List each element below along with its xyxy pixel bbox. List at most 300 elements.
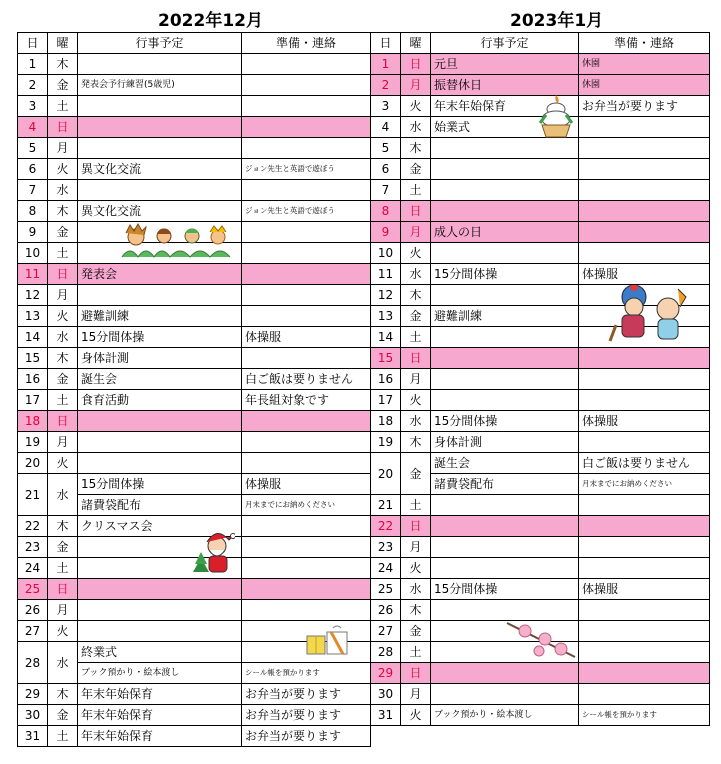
prep-cell (579, 495, 710, 516)
calendar-row (18, 684, 371, 705)
event-cell: 避難訓練 (431, 306, 579, 327)
weekday-cell: 火 (401, 705, 431, 726)
santa-illustration (183, 528, 235, 576)
prep-cell (579, 600, 710, 621)
weekday-cell: 日 (401, 201, 431, 222)
day-cell: 21 (18, 474, 48, 516)
weekday-cell: 金 (48, 222, 78, 243)
weekday-cell: 金 (401, 621, 431, 642)
calendar-row (18, 726, 371, 747)
calendar-row (18, 411, 371, 432)
event-cell (431, 201, 579, 222)
event-cell: 異文化交流 (78, 201, 242, 222)
event-cell: 誕生会 (78, 369, 242, 390)
prep-cell: 月末までにお納めください (242, 495, 371, 516)
event-cell (431, 369, 579, 390)
weekday-cell: 木 (48, 201, 78, 222)
event-cell (431, 180, 579, 201)
day-cell: 23 (18, 537, 48, 558)
day-cell: 3 (371, 96, 401, 117)
weekday-cell: 水 (48, 474, 78, 516)
weekday-cell: 金 (48, 369, 78, 390)
prep-cell: お弁当が要ります (242, 684, 371, 705)
day-cell: 29 (18, 684, 48, 705)
day-cell: 1 (18, 54, 48, 75)
day-cell: 24 (371, 558, 401, 579)
prep-cell (579, 432, 710, 453)
prep-cell: お弁当が要ります (242, 726, 371, 747)
weekday-cell: 木 (48, 684, 78, 705)
calendar-row (18, 390, 371, 411)
weekday-cell: 日 (48, 117, 78, 138)
weekday-cell: 木 (48, 54, 78, 75)
weekday-cell: 水 (401, 579, 431, 600)
event-cell: 食育活動 (78, 390, 242, 411)
calendar-row (18, 96, 371, 117)
day-cell: 27 (18, 621, 48, 642)
calendar-row (371, 453, 710, 474)
event-cell (431, 243, 579, 264)
prep-cell (242, 516, 371, 537)
calendar-row (18, 432, 371, 453)
day-cell: 10 (18, 243, 48, 264)
calendar-row (18, 285, 371, 306)
prep-cell: 年長組対象です (242, 390, 371, 411)
event-cell (78, 579, 242, 600)
calendar-row (371, 537, 710, 558)
event-cell: 年末年始保育 (431, 96, 579, 117)
calendar-row (18, 138, 371, 159)
prep-cell: 体操服 (242, 474, 371, 495)
weekday-cell: 日 (401, 663, 431, 684)
weekday-cell: 土 (48, 726, 78, 747)
day-cell: 15 (371, 348, 401, 369)
calendar-row (371, 243, 710, 264)
weekday-cell: 水 (48, 642, 78, 684)
day-cell: 11 (18, 264, 48, 285)
weekday-cell: 月 (48, 432, 78, 453)
weekday-cell: 日 (401, 516, 431, 537)
prep-cell (579, 243, 710, 264)
prep-cell: 体操服 (579, 264, 710, 285)
prep-cell (242, 96, 371, 117)
event-cell: 異文化交流 (78, 159, 242, 180)
weekday-cell: 月 (401, 75, 431, 96)
day-cell: 18 (18, 411, 48, 432)
weekday-cell: 水 (401, 411, 431, 432)
calendar-row (371, 222, 710, 243)
weekday-cell: 火 (48, 621, 78, 642)
weekday-cell: 土 (48, 390, 78, 411)
day-cell: 29 (371, 663, 401, 684)
day-cell: 26 (18, 600, 48, 621)
day-cell: 18 (371, 411, 401, 432)
weekday-cell: 月 (401, 684, 431, 705)
event-cell (431, 516, 579, 537)
event-cell: 15分間体操 (78, 327, 242, 348)
prep-cell: ジョン先生と英語で遊ぼう (242, 201, 371, 222)
plum-blossom-illustration (505, 617, 581, 663)
calendar-row (371, 411, 710, 432)
weekday-cell: 日 (48, 264, 78, 285)
calendar-row (18, 705, 371, 726)
day-cell: 22 (371, 516, 401, 537)
weekday-cell: 木 (48, 348, 78, 369)
prep-cell (242, 180, 371, 201)
day-cell: 21 (371, 495, 401, 516)
calendar-row (371, 432, 710, 453)
prep-cell: 休園 (579, 54, 710, 75)
weekday-cell: 日 (401, 348, 431, 369)
day-cell: 3 (18, 96, 48, 117)
prep-cell (242, 75, 371, 96)
event-cell (78, 138, 242, 159)
event-cell (78, 285, 242, 306)
weekday-cell: 月 (401, 369, 431, 390)
weekday-cell: 木 (401, 432, 431, 453)
weekday-cell: 火 (48, 453, 78, 474)
prep-cell: 体操服 (579, 411, 710, 432)
day-cell: 25 (18, 579, 48, 600)
day-cell: 2 (371, 75, 401, 96)
prep-cell (579, 159, 710, 180)
prep-cell (579, 369, 710, 390)
prep-cell (579, 138, 710, 159)
event-cell (431, 663, 579, 684)
day-cell: 6 (371, 159, 401, 180)
prep-cell (242, 537, 371, 558)
event-cell: 15分間体操 (78, 474, 242, 495)
weekday-cell: 水 (401, 117, 431, 138)
prep-cell (579, 558, 710, 579)
weekday-cell: 水 (48, 180, 78, 201)
event-cell: 始業式 (431, 117, 579, 138)
calendar-row (18, 579, 371, 600)
header-weekday: 曜 (401, 33, 431, 54)
event-cell: 発表会予行練習(5歳児) (78, 75, 242, 96)
day-cell: 4 (18, 117, 48, 138)
prep-cell: 白ご飯は要りません (579, 453, 710, 474)
day-cell: 13 (371, 306, 401, 327)
prep-cell: 休園 (579, 75, 710, 96)
event-cell: 15分間体操 (431, 264, 579, 285)
day-cell: 22 (18, 516, 48, 537)
prep-cell (242, 432, 371, 453)
weekday-cell: 木 (48, 516, 78, 537)
calendar-row (18, 369, 371, 390)
day-cell: 17 (18, 390, 48, 411)
prep-cell (579, 390, 710, 411)
day-cell: 25 (371, 579, 401, 600)
event-cell (431, 348, 579, 369)
day-cell: 11 (371, 264, 401, 285)
table-header-row (18, 33, 371, 54)
prep-cell (242, 285, 371, 306)
prep-cell (579, 516, 710, 537)
calendar-row (371, 684, 710, 705)
day-cell: 14 (371, 327, 401, 348)
prep-cell: お弁当が要ります (579, 96, 710, 117)
day-cell: 4 (371, 117, 401, 138)
weekday-cell: 日 (48, 579, 78, 600)
event-cell (431, 495, 579, 516)
weekday-cell: 金 (48, 705, 78, 726)
prep-cell: 月末までにお納めください (579, 474, 710, 495)
event-cell (78, 432, 242, 453)
gifts-illustration (303, 624, 353, 658)
calendar-row (18, 348, 371, 369)
weekday-cell: 土 (401, 642, 431, 663)
day-cell: 30 (371, 684, 401, 705)
weekday-cell: 金 (401, 453, 431, 495)
event-cell: 諸費袋配布 (431, 474, 579, 495)
weekday-cell: 土 (401, 327, 431, 348)
event-cell: 終業式 (78, 642, 242, 663)
calendar-row (371, 138, 710, 159)
calendar-row (18, 54, 371, 75)
prep-cell: シール帳を預かります (579, 705, 710, 726)
event-cell: 年末年始保育 (78, 726, 242, 747)
day-cell: 20 (18, 453, 48, 474)
event-cell (78, 117, 242, 138)
calendar-row (371, 180, 710, 201)
weekday-cell: 水 (48, 327, 78, 348)
day-cell: 30 (18, 705, 48, 726)
event-cell: 諸費袋配布 (78, 495, 242, 516)
prep-cell (579, 684, 710, 705)
day-cell: 1 (371, 54, 401, 75)
event-cell (78, 54, 242, 75)
event-cell (78, 600, 242, 621)
weekday-cell: 日 (401, 54, 431, 75)
prep-cell (579, 222, 710, 243)
calendar-row (18, 264, 371, 285)
day-cell: 8 (18, 201, 48, 222)
event-cell (431, 159, 579, 180)
day-cell: 27 (371, 621, 401, 642)
calendar-row (18, 327, 371, 348)
weekday-cell: 火 (401, 390, 431, 411)
calendar-row (18, 600, 371, 621)
calendar-row (18, 75, 371, 96)
weekday-cell: 月 (48, 600, 78, 621)
day-cell: 8 (371, 201, 401, 222)
event-cell (431, 684, 579, 705)
event-cell (431, 537, 579, 558)
prep-cell (242, 600, 371, 621)
weekday-cell: 土 (401, 180, 431, 201)
prep-cell (242, 243, 371, 264)
mochi-illustration (536, 93, 576, 139)
day-cell: 12 (18, 285, 48, 306)
event-cell: 15分間体操 (431, 411, 579, 432)
event-cell: ブック預かり・絵本渡し (431, 705, 579, 726)
prep-cell (579, 537, 710, 558)
event-cell: 元旦 (431, 54, 579, 75)
header-prep: 準備・連絡 (579, 33, 710, 54)
weekday-cell: 月 (48, 138, 78, 159)
prep-cell (579, 117, 710, 138)
header-event: 行事予定 (78, 33, 242, 54)
day-cell: 5 (18, 138, 48, 159)
prep-cell: 体操服 (579, 579, 710, 600)
calendar-row (18, 306, 371, 327)
prep-cell: 白ご飯は要りません (242, 369, 371, 390)
event-cell (431, 327, 579, 348)
calendar-row (371, 516, 710, 537)
calendar-row (371, 390, 710, 411)
day-cell: 16 (371, 369, 401, 390)
day-cell: 9 (371, 222, 401, 243)
prep-cell (242, 453, 371, 474)
prep-cell (242, 138, 371, 159)
prep-cell (242, 222, 371, 243)
event-cell (78, 180, 242, 201)
day-cell: 7 (18, 180, 48, 201)
weekday-cell: 月 (401, 222, 431, 243)
event-cell: 誕生会 (431, 453, 579, 474)
header-weekday: 曜 (48, 33, 78, 54)
table-header-row (371, 33, 710, 54)
day-cell: 13 (18, 306, 48, 327)
weekday-cell: 月 (401, 537, 431, 558)
calendar-row (18, 180, 371, 201)
event-cell: 身体計測 (431, 432, 579, 453)
day-cell: 6 (18, 159, 48, 180)
day-cell: 15 (18, 348, 48, 369)
calendar-row (371, 348, 710, 369)
day-cell: 19 (371, 432, 401, 453)
event-cell: 避難訓練 (78, 306, 242, 327)
day-cell: 5 (371, 138, 401, 159)
calendar-row (371, 201, 710, 222)
day-cell: 9 (18, 222, 48, 243)
event-cell: 振替休日 (431, 75, 579, 96)
weekday-cell: 水 (401, 264, 431, 285)
event-cell (431, 390, 579, 411)
day-cell: 26 (371, 600, 401, 621)
prep-cell: シール帳を預かります (242, 663, 371, 684)
calendar-row (371, 663, 710, 684)
prep-cell (242, 54, 371, 75)
header-event: 行事予定 (431, 33, 579, 54)
calendar-row (18, 474, 371, 495)
january-title: 2023年1月 (510, 11, 604, 31)
event-cell: 発表会 (78, 264, 242, 285)
day-cell: 19 (18, 432, 48, 453)
prep-cell (579, 642, 710, 663)
weekday-cell: 土 (48, 243, 78, 264)
calendar-row (18, 159, 371, 180)
day-cell: 10 (371, 243, 401, 264)
calendar-row (371, 705, 710, 726)
weekday-cell: 土 (48, 558, 78, 579)
weekday-cell: 金 (401, 159, 431, 180)
calendar-row (18, 201, 371, 222)
weekday-cell: 火 (401, 558, 431, 579)
prep-cell (242, 117, 371, 138)
prep-cell (242, 348, 371, 369)
prep-cell (579, 621, 710, 642)
weekday-cell: 火 (48, 306, 78, 327)
day-cell: 31 (371, 705, 401, 726)
prep-cell (242, 579, 371, 600)
calendar-row (371, 264, 710, 285)
calendar-row (18, 453, 371, 474)
prep-cell (579, 180, 710, 201)
event-cell (431, 285, 579, 306)
event-cell: 身体計測 (78, 348, 242, 369)
weekday-cell: 日 (48, 411, 78, 432)
day-cell: 28 (18, 642, 48, 684)
day-cell: 7 (371, 180, 401, 201)
day-cell: 20 (371, 453, 401, 495)
calendar-row (371, 579, 710, 600)
prep-cell (242, 558, 371, 579)
december-title: 2022年12月 (158, 11, 263, 31)
header-prep: 準備・連絡 (242, 33, 371, 54)
header-day: 日 (18, 33, 48, 54)
day-cell: 23 (371, 537, 401, 558)
prep-cell (579, 348, 710, 369)
day-cell: 12 (371, 285, 401, 306)
day-cell: 17 (371, 390, 401, 411)
prep-cell (579, 201, 710, 222)
event-cell: ブック預かり・絵本渡し (78, 663, 242, 684)
prep-cell: 体操服 (242, 327, 371, 348)
calendar-row (371, 495, 710, 516)
weekday-cell: 金 (48, 75, 78, 96)
children-illustration (120, 223, 238, 259)
weekday-cell: 木 (401, 600, 431, 621)
event-cell (78, 411, 242, 432)
event-cell: 年末年始保育 (78, 705, 242, 726)
day-cell: 2 (18, 75, 48, 96)
prep-cell: ジョン先生と英語で遊ぼう (242, 159, 371, 180)
day-cell: 31 (18, 726, 48, 747)
weekday-cell: 木 (401, 138, 431, 159)
weekday-cell: 火 (48, 159, 78, 180)
weekday-cell: 木 (401, 285, 431, 306)
weekday-cell: 月 (48, 285, 78, 306)
prep-cell (242, 411, 371, 432)
event-cell (78, 453, 242, 474)
weekday-cell: 火 (401, 243, 431, 264)
weekday-cell: 土 (401, 495, 431, 516)
event-cell (78, 621, 242, 642)
calendar-row (371, 159, 710, 180)
prep-cell: お弁当が要ります (242, 705, 371, 726)
day-cell: 24 (18, 558, 48, 579)
event-cell: 年末年始保育 (78, 684, 242, 705)
weekday-cell: 火 (401, 96, 431, 117)
header-day: 日 (371, 33, 401, 54)
prep-cell (579, 663, 710, 684)
prep-cell (242, 306, 371, 327)
event-cell (78, 96, 242, 117)
calendar-row (371, 369, 710, 390)
calendar-row (371, 54, 710, 75)
day-cell: 28 (371, 642, 401, 663)
event-cell (431, 558, 579, 579)
event-cell: 15分間体操 (431, 579, 579, 600)
calendar-row (18, 117, 371, 138)
event-cell: 成人の日 (431, 222, 579, 243)
day-cell: 14 (18, 327, 48, 348)
weekday-cell: 金 (48, 537, 78, 558)
weekday-cell: 金 (401, 306, 431, 327)
weekday-cell: 土 (48, 96, 78, 117)
